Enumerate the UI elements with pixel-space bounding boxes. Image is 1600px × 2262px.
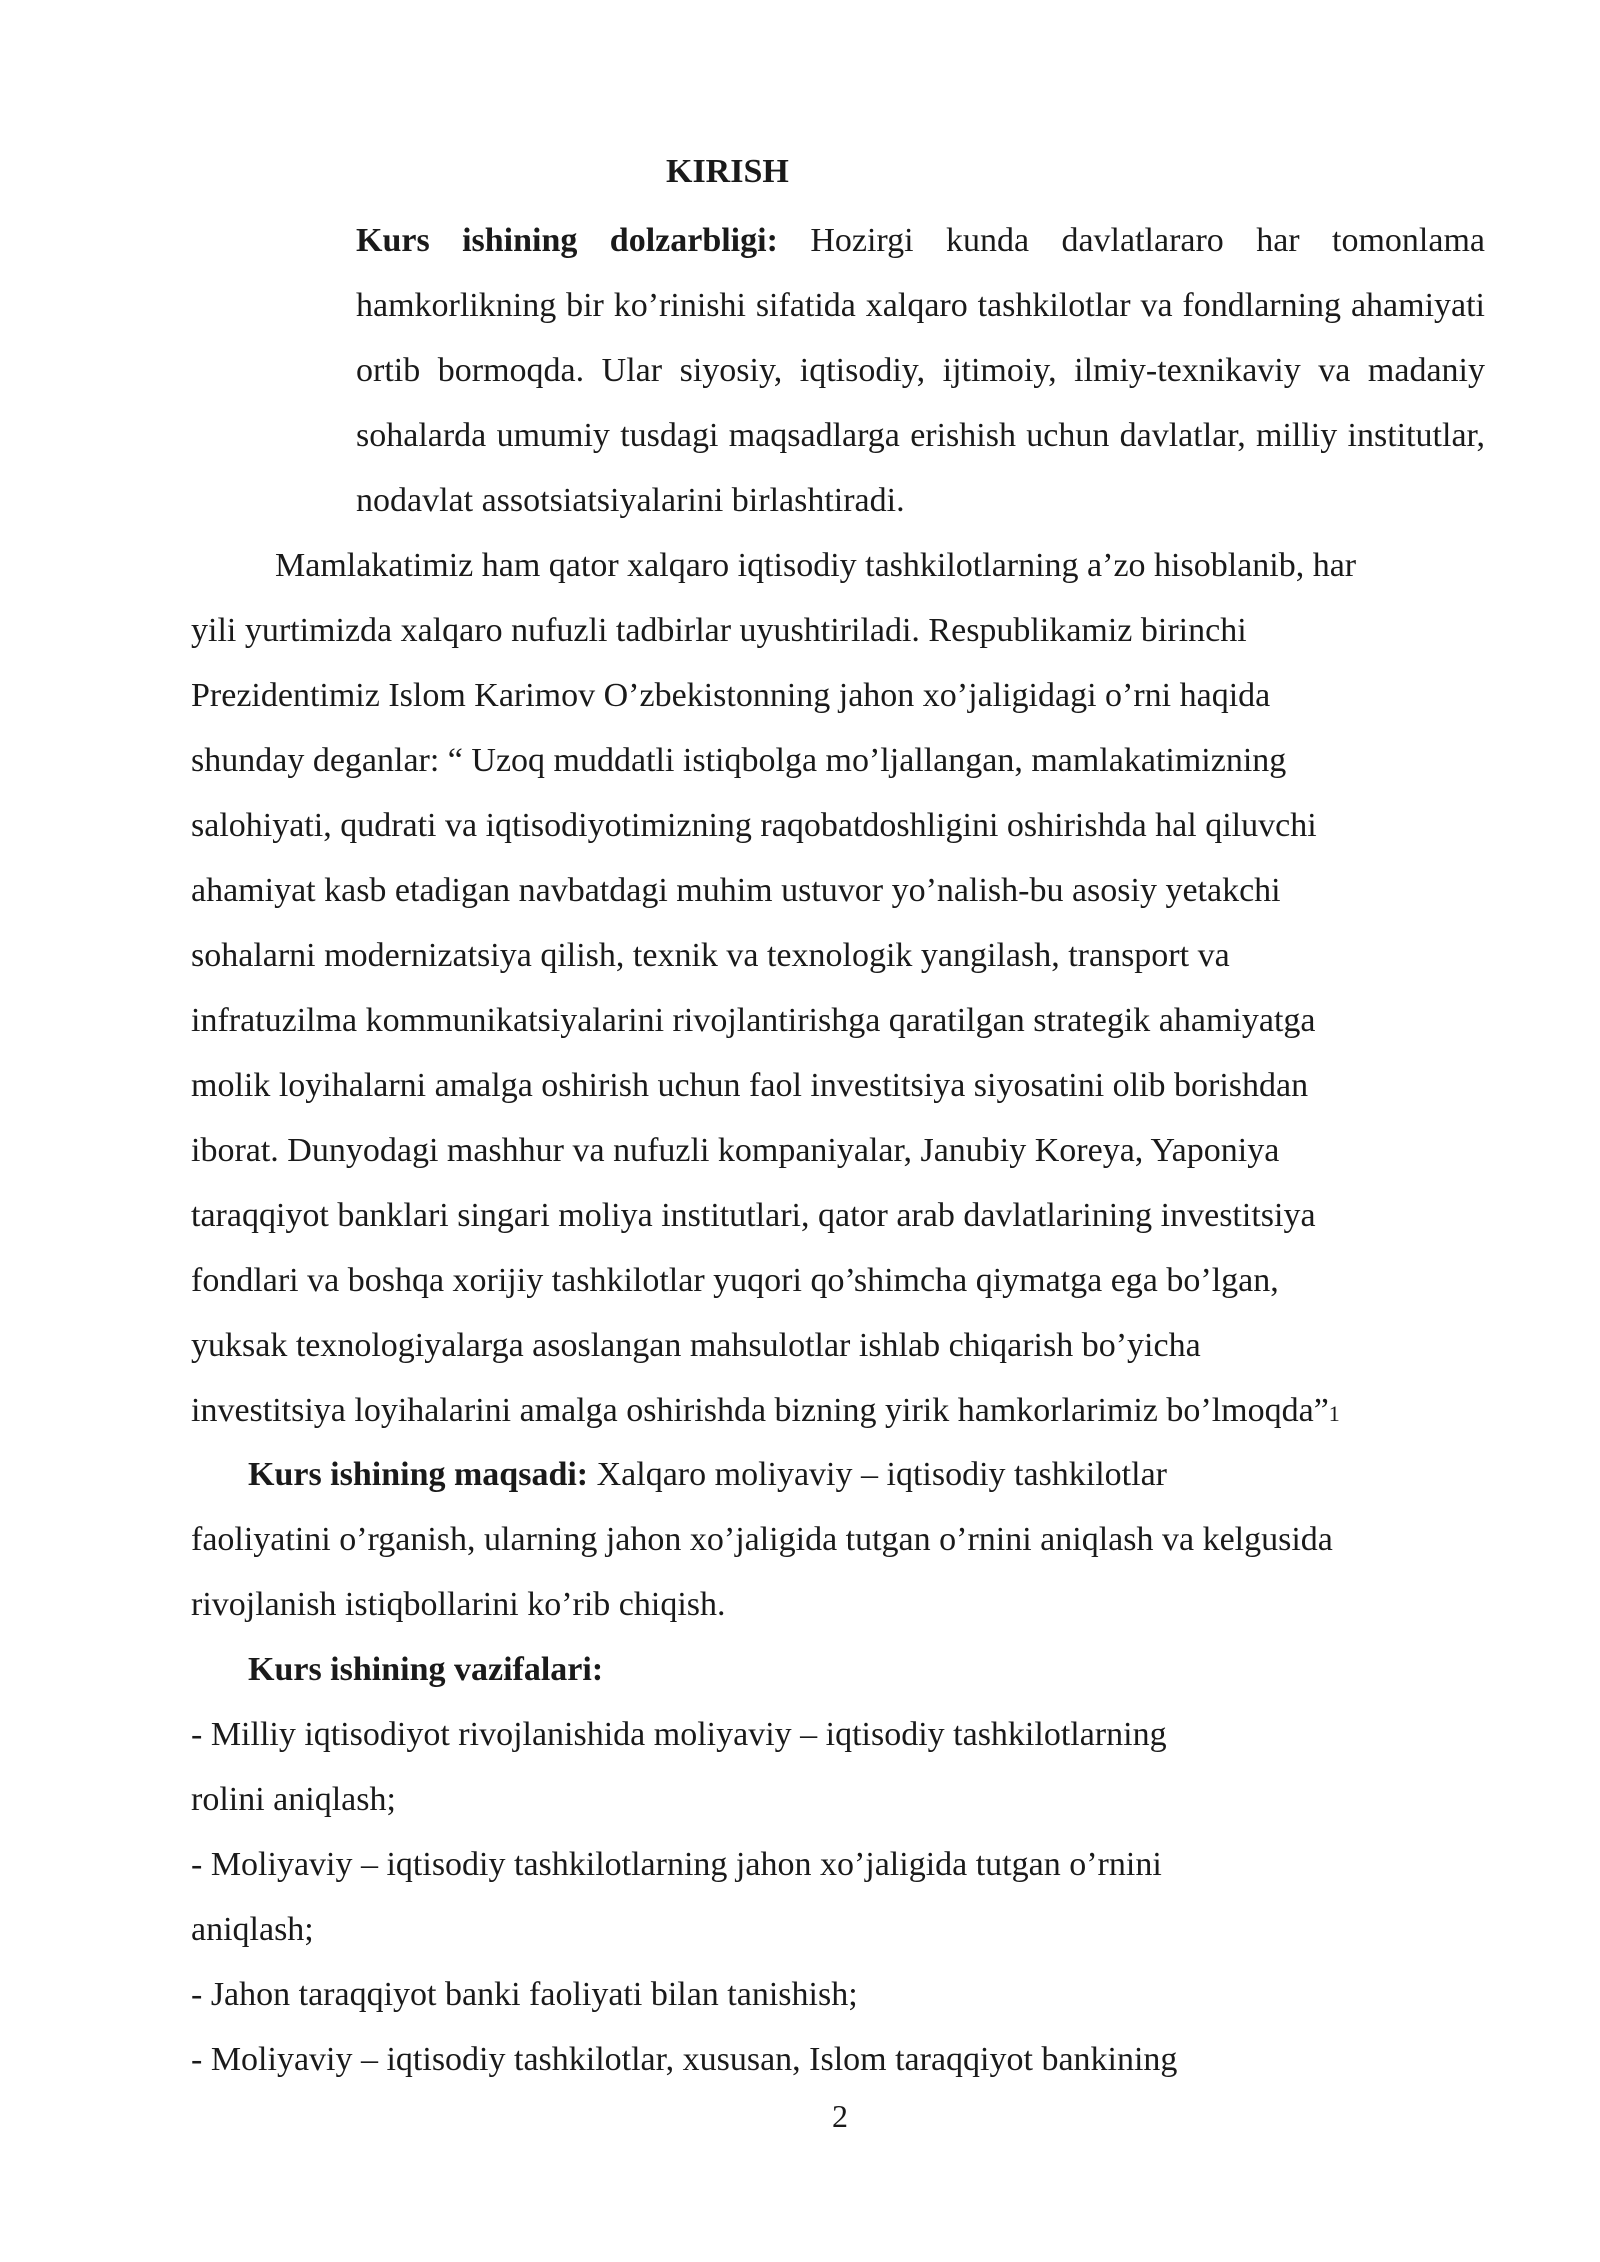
quote-line: infratuzilma kommunikatsiyalarini rivojlantirishga qaratilgan strategik ahamiyatga	[191, 1002, 1316, 1039]
relevance-label: Kurs ishining dolzarbligi:	[356, 222, 778, 259]
task-line: - Milliy iqtisodiyot rivojlanishida moliyaviy – iqtisodiy tashkilotlarning	[191, 1716, 1167, 1753]
quote-line: salohiyati, qudrati va iqtisodiyotimizning raqobatdoshligini oshirishda hal qiluvchi	[191, 807, 1317, 844]
goal-text: Xalqaro moliyaviy – iqtisodiy tashkilotlar	[588, 1456, 1167, 1493]
page-number: 2	[832, 2098, 848, 2134]
page-title: KIRISH	[666, 153, 789, 190]
goal-line: faoliyatini o’rganish, ularning jahon xo’jaligida tutgan o’rnini aniqlash va kelgusida	[191, 1521, 1333, 1558]
quote-line: yili yurtimizda xalqaro nufuzli tadbirlar uyushtiriladi. Respublikamiz birinchi	[191, 612, 1247, 649]
quote-line: shunday deganlar: “ Uzoq muddatli istiqbolga mo’ljallangan, mamlakatimizning	[191, 742, 1287, 779]
task-line: - Moliyaviy – iqtisodiy tashkilotlarning jahon xo’jaligida tutgan o’rnini	[191, 1846, 1162, 1883]
quote-line: Mamlakatimiz ham qator xalqaro iqtisodiy tashkilotlarning a’zo hisoblanib, har	[275, 547, 1357, 584]
task-line: rolini aniqlash;	[191, 1781, 396, 1818]
quote-line: yuksak texnologiyalarga asoslangan mahsulotlar ishlab chiqarish bo’yicha	[191, 1327, 1201, 1364]
quote-line: ahamiyat kasb etadigan navbatdagi muhim ustuvor yo’nalish-bu asosiy yetakchi	[191, 872, 1281, 909]
quote-line: molik loyihalarni amalga oshirish uchun faol investitsiya siyosatini olib borishdan	[191, 1067, 1309, 1104]
quote-line-last: investitsiya loyihalarini amalga oshirishda bizning yirik hamkorlarimiz bo’lmoqda”1	[191, 1392, 1340, 1429]
relevance-paragraph	[191, 208, 1485, 533]
relevance-text: Hozirgi kunda davlatlararo har tomonlama hamkorlikning bir ko’rinishi sifatida xalqaro tashkilotlar va fondlarning ahamiyati ortib bormoqda. Ular siyosiy, iqtisodiy, ijtimoiy, ilmiy-texnikaviy va madaniy sohalarda umumiy tusdagi maqsadlarga erishish uchun davlatlar, milliy institutlar, nodavlat assotsiatsiyalarini birlashtiradi.	[356, 222, 1485, 519]
quote-line: iborat. Dunyodagi mashhur va nufuzli kompaniyalar, Janubiy Koreya, Yaponiya	[191, 1132, 1280, 1169]
goal-label: Kurs ishining maqsadi:	[248, 1456, 589, 1493]
quote-paragraph	[191, 533, 1485, 1446]
quote-line: taraqqiyot banklari singari moliya institutlari, qator arab davlatlarining investitsiya	[191, 1197, 1316, 1234]
quote-line: Prezidentimiz Islom Karimov O’zbekistonning jahon xo’jaligidagi o’rni haqida	[191, 677, 1271, 714]
task-line: - Moliyaviy – iqtisodiy tashkilotlar, xususan, Islom taraqqiyot bankining	[191, 2041, 1178, 2078]
goal-line: rivojlanish istiqbollarini ko’rib chiqish.	[191, 1586, 726, 1623]
task-line: - Jahon taraqqiyot banki faoliyati bilan tanishish;	[191, 1976, 858, 2013]
tasks-label: Kurs ishining vazifalari:	[248, 1651, 604, 1688]
task-line: aniqlash;	[191, 1911, 314, 1948]
tasks-section	[191, 1637, 1485, 2092]
goal-paragraph	[191, 1442, 1485, 1637]
quote-line: sohalarni modernizatsiya qilish, texnik va texnologik yangilash, transport va	[191, 937, 1230, 974]
quote-line: fondlari va boshqa xorijiy tashkilotlar yuqori qo’shimcha qiymatga ega bo’lgan,	[191, 1262, 1279, 1299]
footnote-reference[interactable]: 1	[1328, 1401, 1340, 1426]
